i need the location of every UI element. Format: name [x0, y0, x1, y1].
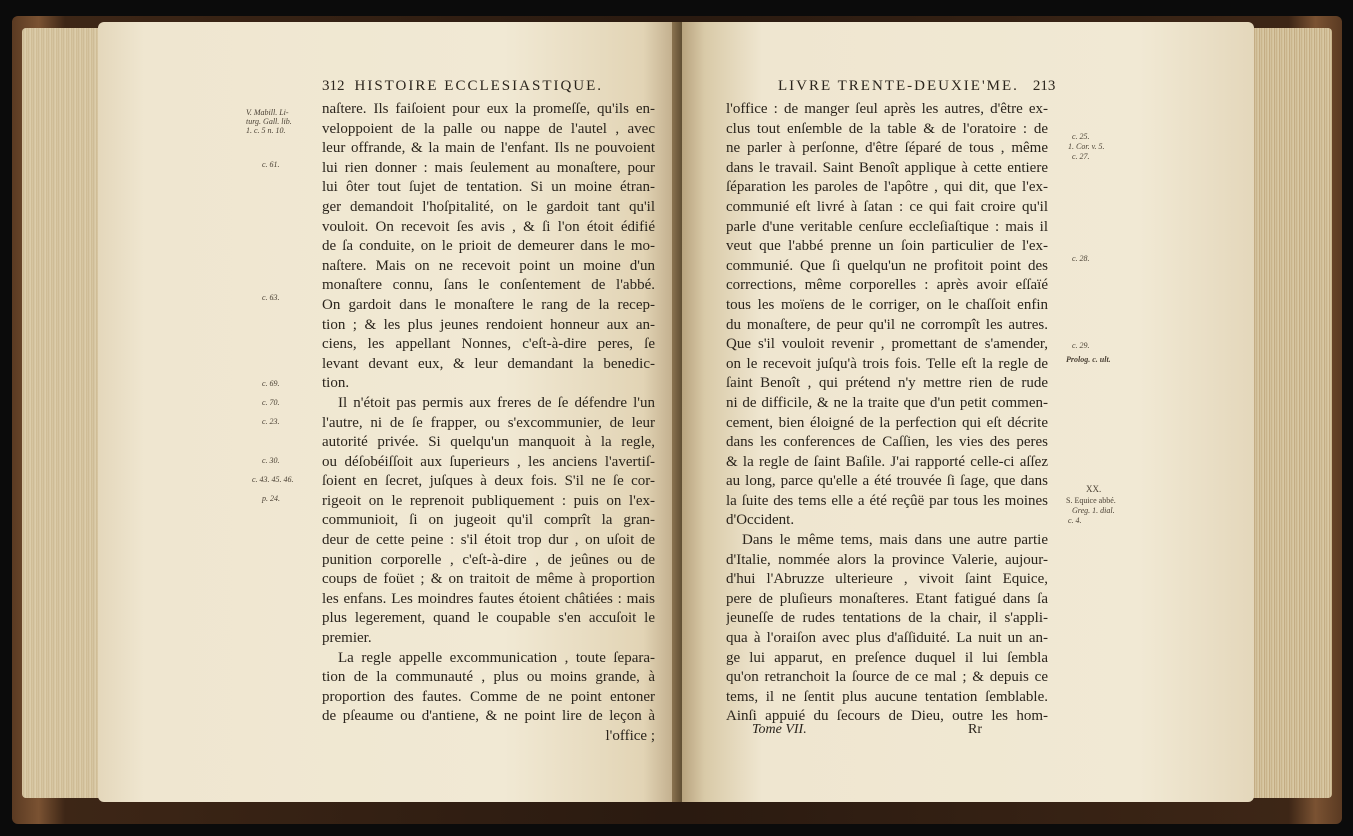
text-line: la ſuite des tems elle a été reçûë par tous les moines [726, 492, 1048, 509]
text-line: d'Occident. [726, 512, 795, 529]
text-line: jeuneſſe de rudes tentations de la chair, il s'appli- [726, 610, 1048, 627]
text-line: proportion des fautes. Comme de ne point entoner [322, 688, 655, 705]
text-line: pere de pluſieurs monaſteres. Etant fatigué dans ſa [726, 590, 1048, 607]
text-line: plus legerement, quand le coupable s'en accuſoit le [322, 610, 655, 627]
text-line: clus tout enſemble de la table & de l'oratoire : de [726, 120, 1048, 137]
text-line: veut que l'abbé prenne un ſoin particulier de l'ex- [726, 238, 1048, 255]
text-line: ou déſobéiſſoit aux ſuperieurs , les anciens l'avertiſ- [322, 453, 655, 470]
text-line: communié. Que ſi quelqu'un ne profitoit point des [726, 257, 1048, 274]
margin-note: c. 69. [262, 379, 280, 388]
margin-note: Greg. 1. dial. [1072, 506, 1115, 515]
page-edges-right [1250, 28, 1332, 798]
margin-note: c. 43. 45. 46. [252, 475, 294, 484]
text-line: dans le travail. Saint Benoît applique à cette entiere [726, 159, 1048, 176]
margin-note: c. 29. [1072, 341, 1090, 350]
left-text-block [322, 100, 655, 747]
text-line: Il n'étoit pas permis aux freres de ſe défendre l'un [338, 394, 655, 411]
left-running-head [322, 78, 603, 95]
text-line: de pſeaume ou d'antiene, & ne point lire de leçon à [322, 708, 655, 725]
text-line: vouloit. On recevoit ſes avis , & ſi l'on étoit édifié [322, 218, 655, 235]
printer-signature-mark: Rr [968, 722, 982, 737]
margin-note: 1. Cor. v. 5. [1068, 142, 1105, 151]
text-line: qua à l'oraiſon avec plus d'aſſiduité. La nuit un an- [726, 630, 1048, 647]
text-line: tion. [322, 375, 350, 392]
text-line: qu'on retranchoit la ſource de ce mal ; & depuis ce [726, 669, 1048, 686]
text-line: premier. [322, 630, 372, 647]
text-line: ne parler à perſonne, d'être ſéparé de tous , même [726, 140, 1048, 157]
margin-note: c. 70. [262, 398, 280, 407]
text-line: au long, parce qu'elle a été trouvée ſi ſage, que dans [726, 473, 1048, 490]
text-line: Dans le même tems, mais dans une autre partie [742, 532, 1048, 549]
text-line: tion ; & les plus jeunes rendoient honneur aux an- [322, 316, 655, 333]
tome-signature: Tome VII. [752, 722, 807, 737]
margin-note: turg. Gall. lib. [246, 117, 292, 126]
text-line: ger demandoit l'hoſpitalité, on le gardoit tant qu'il [322, 198, 655, 215]
left-running-title: HISTOIRE ECCLESIASTIQUE. [354, 78, 604, 94]
text-line: ciens, les appellant Nonnes, c'eſt-à-dire peres, ſe [322, 336, 655, 353]
margin-note: Prolog. c. ult. [1066, 355, 1111, 364]
text-line: leur offrande, & la main de l'enfant. Ils ne pouvoient [322, 140, 655, 157]
text-line: punition corporelle , c'eſt-à-dire , de jeûnes ou de [322, 551, 655, 568]
text-line: ge lui apparut, en preſence duquel il lui ſembla [726, 649, 1048, 666]
text-line: tous les moïens de le corriger, on le chaſſoit enfin [726, 296, 1048, 313]
text-line: les enfans. Les moindres fautes étoient châtiées : mais [322, 590, 655, 607]
text-line: tion de la communauté , plus ou moins grande, à [322, 669, 655, 686]
text-line: on le recevoit juſqu'à trois fois. Telle eſt la regle de [726, 355, 1048, 372]
text-line: Ainſi appuié du ſecours de Dieu, outre les hom- [726, 708, 1048, 725]
text-line: l'autre, ni de ſe frapper, ou s'excommunier, de leur [322, 414, 655, 431]
text-line: levant devant eux, & leur demandant la benedic- [322, 355, 655, 372]
margin-note: S. Equice abbé. [1066, 496, 1116, 505]
margin-note: XX. [1086, 484, 1102, 494]
margin-note: c. 25. [1072, 132, 1090, 141]
text-line: parle d'une veritable cenſure eccleſiaſtique : mais il [726, 218, 1048, 235]
text-line: ſéparation les paroles de l'apôtre , qui dit, que l'ex- [726, 179, 1048, 196]
text-line: l'office ; [605, 728, 655, 744]
margin-note: c. 28. [1072, 254, 1090, 263]
right-running-head [778, 78, 1055, 95]
text-line: de ſa conduite, on le prioit de demeurer dans le mo- [322, 238, 655, 255]
text-line: veloppoient de la palle ou nappe de l'autel , avec [322, 120, 655, 137]
right-page-number: 213 [1032, 78, 1056, 94]
text-line: d'hui l'Abruzze ulterieure , vivoit ſaint Equice, [726, 571, 1048, 588]
margin-note: 1. c. 5 n. 10. [246, 126, 286, 135]
text-line: dans les conferences de Caſſien, les vies des peres [726, 434, 1048, 451]
text-line: ſaint Benoît , qui prétend n'y mettre rien de rude [726, 375, 1048, 392]
text-line: On gardoit dans le monaſtere le rang de la recep- [322, 296, 655, 313]
text-line: Que s'il vouloit revenir , promettant de s'amender, [726, 336, 1048, 353]
text-line: du monaſtere, de peur qu'il ne corrompît les autres. [726, 316, 1048, 333]
text-line: La regle appelle excommunication , toute ſepara- [338, 649, 655, 666]
text-line: communié eſt livré à ſatan : ce qui fait croire qu'il [726, 198, 1048, 215]
left-page-number: 312 [322, 78, 345, 94]
text-line: coups de foüet ; & on traitoit de même à proportion [322, 571, 655, 588]
text-line: lui ôter tout ſujet de tentation. Si un moine étran- [322, 179, 655, 196]
margin-note: c. 23. [262, 417, 280, 426]
text-line: d'Italie, nommée alors la province Valerie, aujour- [726, 551, 1048, 568]
right-text-block [726, 100, 1048, 727]
text-line: naſtere. Ils faiſoient pour eux la promeſſe, qu'ils en- [322, 101, 655, 117]
text-line: tems, il ne ſentit plus aucune tentation ſemblable. [726, 688, 1048, 705]
margin-note: c. 61. [262, 160, 280, 169]
text-line: communioit, ſi on jugeoit qu'il comprît la gran- [322, 512, 655, 529]
text-line: ni de difficile, & ne la traite que d'un petit commen- [726, 394, 1048, 411]
margin-note: c. 27. [1072, 152, 1090, 161]
text-line: rigeoit on le reprenoit publiquement : puis on l'ex- [322, 492, 655, 509]
text-line: autorité privée. Si quelqu'un manquoit à la regle, [322, 434, 655, 451]
text-line: & la regle de ſaint Baſile. J'ai rapporté celle-ci aſſez [726, 453, 1048, 470]
text-line: naſtere. Mais on ne recevoit point un moine d'un [322, 257, 655, 274]
text-line: lui rien donner : mais ſeulement au monaſtere, pour [322, 159, 655, 176]
margin-note: V. Mabill. Li- [246, 108, 289, 117]
margin-note: c. 30. [262, 456, 280, 465]
margin-note: p. 24. [262, 494, 280, 503]
right-running-title: LIVRE TRENTE-DEUXIE'ME. [778, 78, 1019, 94]
text-line: l'office : de manger ſeul après les autres, d'être ex- [726, 101, 1048, 117]
text-line: deur de cette peine : s'il étoit trop dur , on uſoit de [322, 532, 655, 549]
margin-note: c. 63. [262, 293, 280, 302]
text-line: cement, bien éloigné de la perfection qui eſt décrite [726, 414, 1048, 431]
text-line: monaſtere connu, ſans le conſentement de l'abbé. [322, 277, 655, 294]
text-line: ſoient en ſecret, juſques à deux fois. S'il ne ſe cor- [322, 473, 655, 490]
text-line: corrections, même corporelles : après avoir eſſaïé [726, 277, 1048, 294]
margin-note: c. 4. [1068, 516, 1082, 525]
